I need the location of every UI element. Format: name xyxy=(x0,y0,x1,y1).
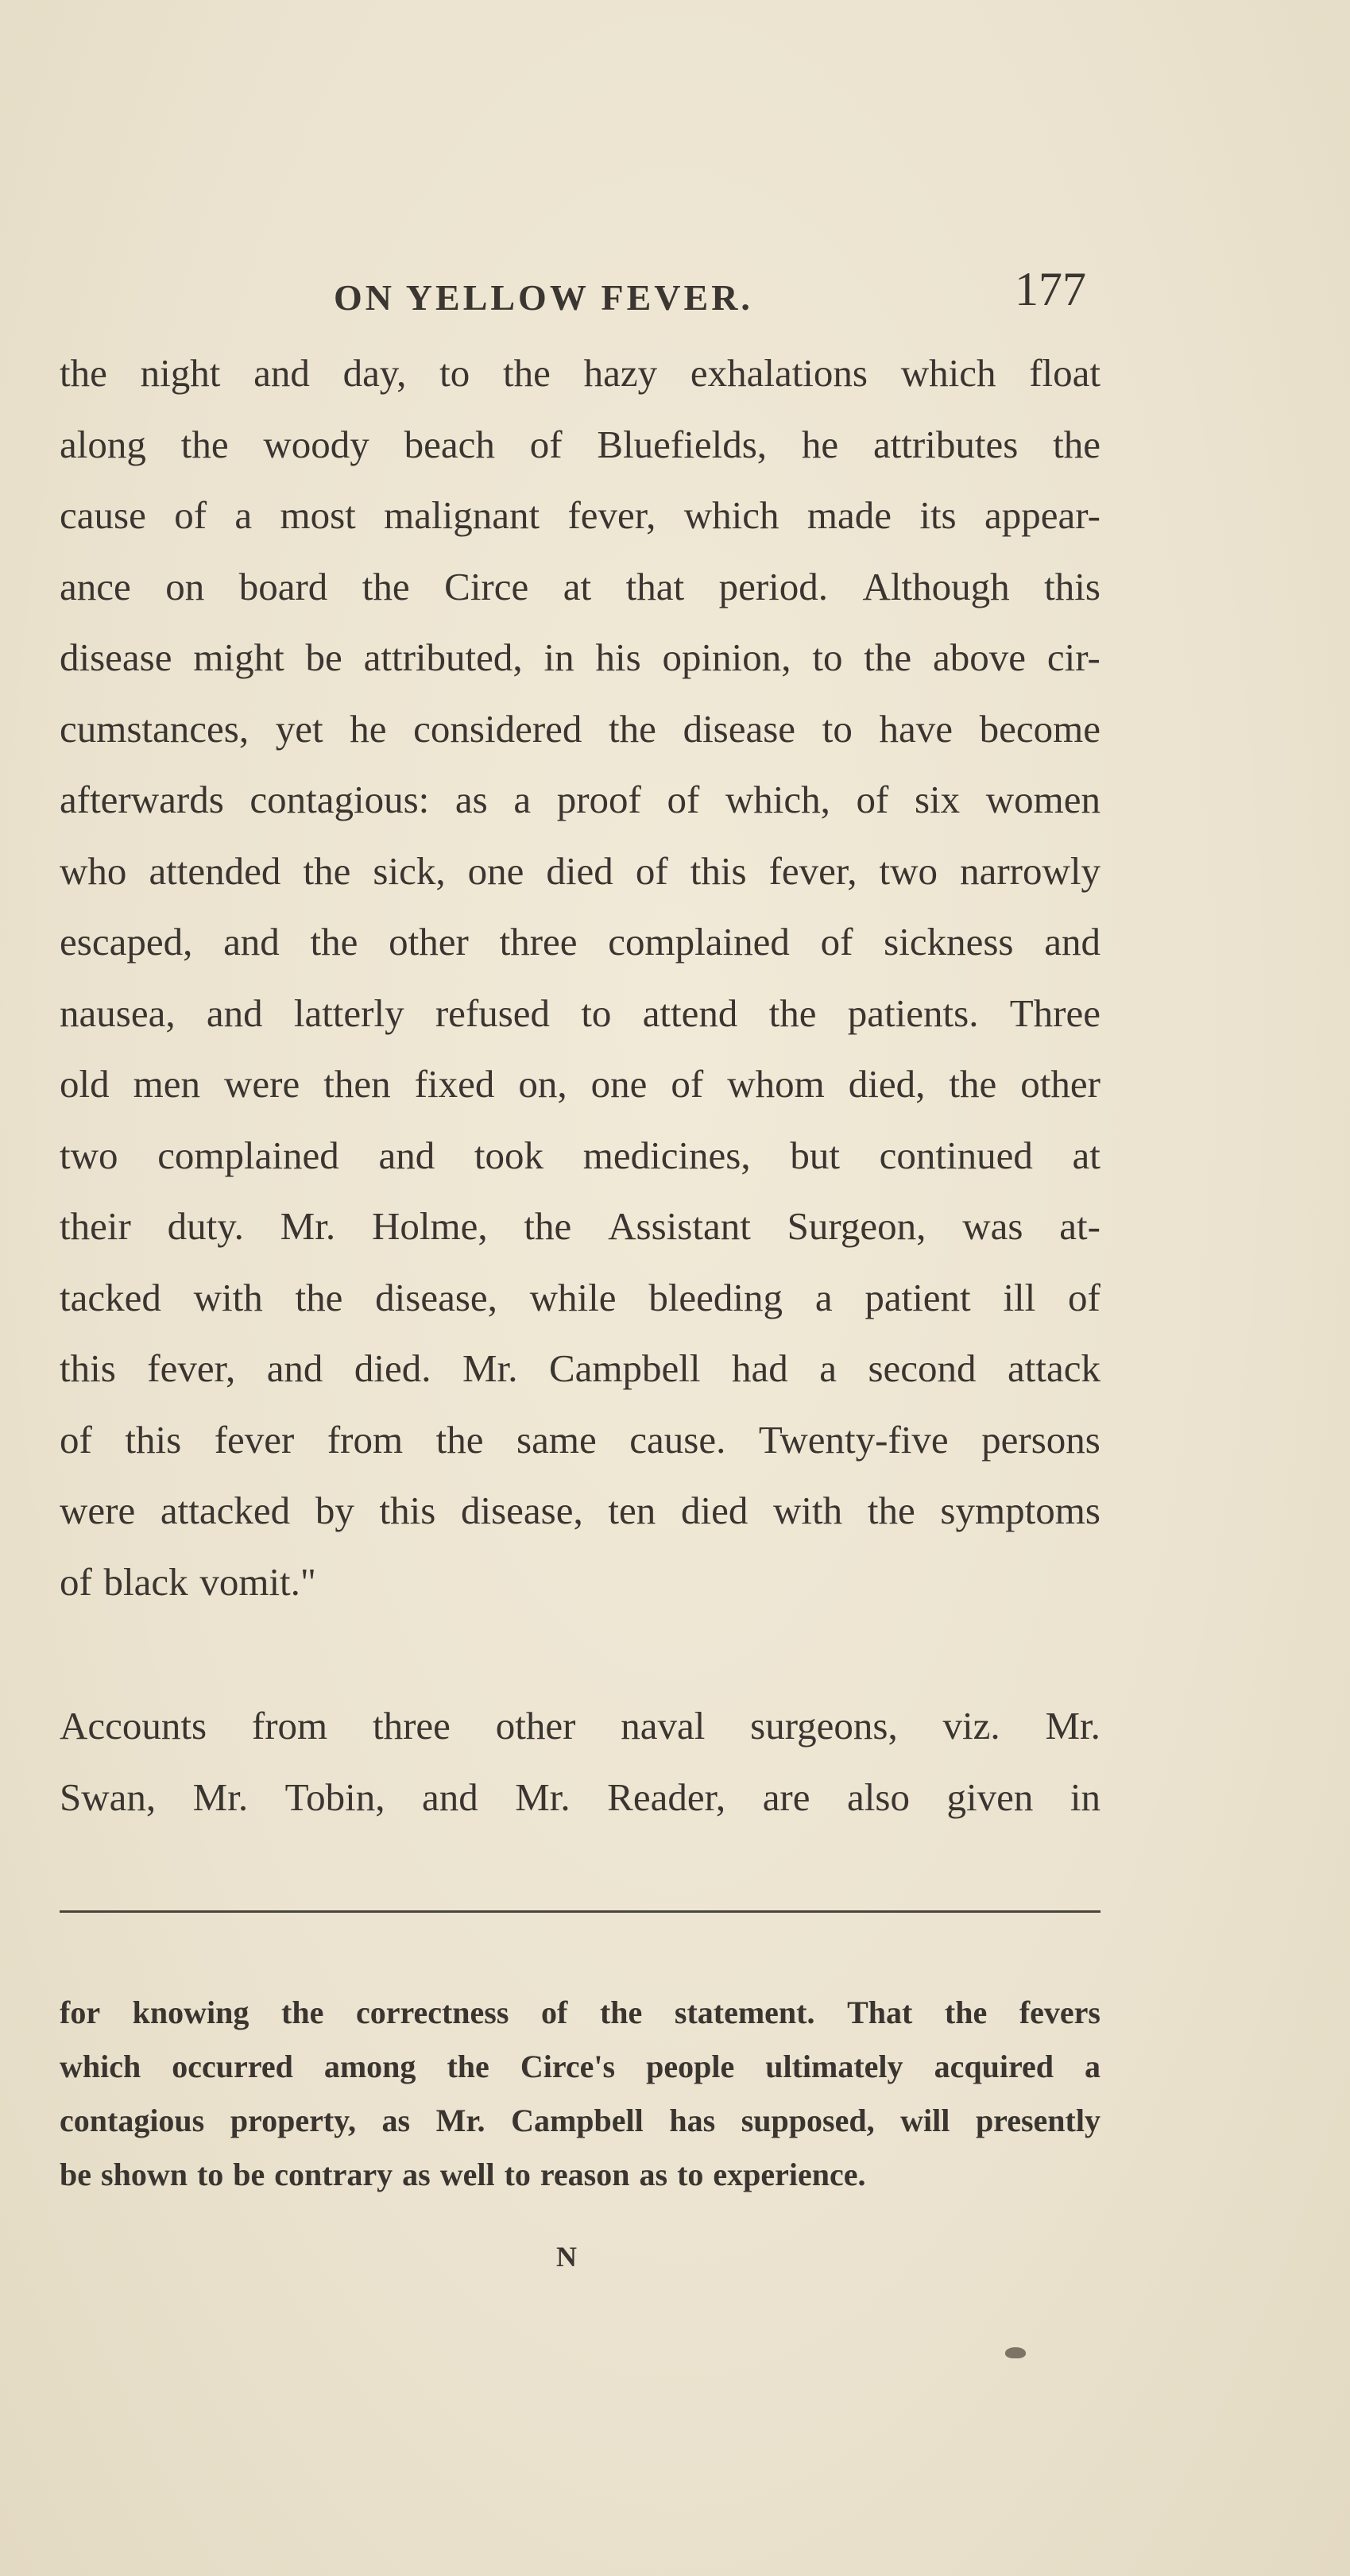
text-line: disease might be attributed, in his opinion, to the above cir- xyxy=(60,635,1101,679)
text-line: the night and day, to the hazy exhalations which float xyxy=(60,351,1101,395)
page-number: 177 xyxy=(1015,263,1086,315)
text-line: which occurred among the Circe's people ultimately acquired a xyxy=(60,2049,1101,2084)
text-line: Accounts from three other naval surgeons, viz. Mr. xyxy=(60,1704,1101,1748)
text-line: old men were then fixed on, one of whom died, the other xyxy=(60,1062,1101,1106)
text-line: escaped, and the other three complained of sickness and xyxy=(60,920,1101,964)
text-line: this fever, and died. Mr. Campbell had a second attack xyxy=(60,1346,1101,1390)
paragraph-gap xyxy=(60,1617,1101,1690)
text-line: be shown to be contrary as well to reason as to experience. xyxy=(60,2157,866,2192)
text-line: were attacked by this disease, ten died with the symptoms xyxy=(60,1489,1101,1532)
footnote xyxy=(60,1986,1101,2202)
paragraph-1 xyxy=(60,338,1101,1617)
text-line: cause of a most malignant fever, which made its appear- xyxy=(60,493,1101,537)
text-line: along the woody beach of Bluefields, he attributes the xyxy=(60,422,1101,466)
running-title: ON YELLOW FEVER. xyxy=(334,277,753,318)
text-line: Swan, Mr. Tobin, and Mr. Reader, are also given in xyxy=(60,1775,1101,1819)
text-line: two complained and took medicines, but continued at xyxy=(60,1133,1101,1177)
paragraph-2 xyxy=(60,1690,1101,1833)
signature-mark: N xyxy=(556,2241,577,2273)
text-line: who attended the sick, one died of this fever, two narrowly xyxy=(60,848,1101,893)
running-head xyxy=(60,262,1093,334)
text-line: tacked with the disease, while bleeding a patient ill of xyxy=(60,1275,1101,1319)
text-line: ance on board the Circe at that period. Although this xyxy=(60,564,1101,608)
text-line: their duty. Mr. Holme, the Assistant Surgeon, was at- xyxy=(60,1204,1101,1248)
text-line: contagious property, as Mr. Campbell has supposed, will presently xyxy=(60,2103,1101,2138)
text-line: cumstances, yet he considered the disease to have become xyxy=(60,706,1101,751)
ink-smudge xyxy=(1005,2347,1026,2358)
body-text xyxy=(60,338,1101,1833)
text-line: of this fever from the same cause. Twenty-five persons xyxy=(60,1417,1101,1462)
text-line: afterwards contagious: as a proof of which, of six women xyxy=(60,778,1101,821)
text-line: for knowing the correctness of the statement. That the fevers xyxy=(60,1995,1101,2030)
text-line: of black vomit." xyxy=(60,1559,316,1604)
text-line: nausea, and latterly refused to attend the patients. Three xyxy=(60,991,1101,1035)
footnote-rule xyxy=(60,1910,1101,1913)
